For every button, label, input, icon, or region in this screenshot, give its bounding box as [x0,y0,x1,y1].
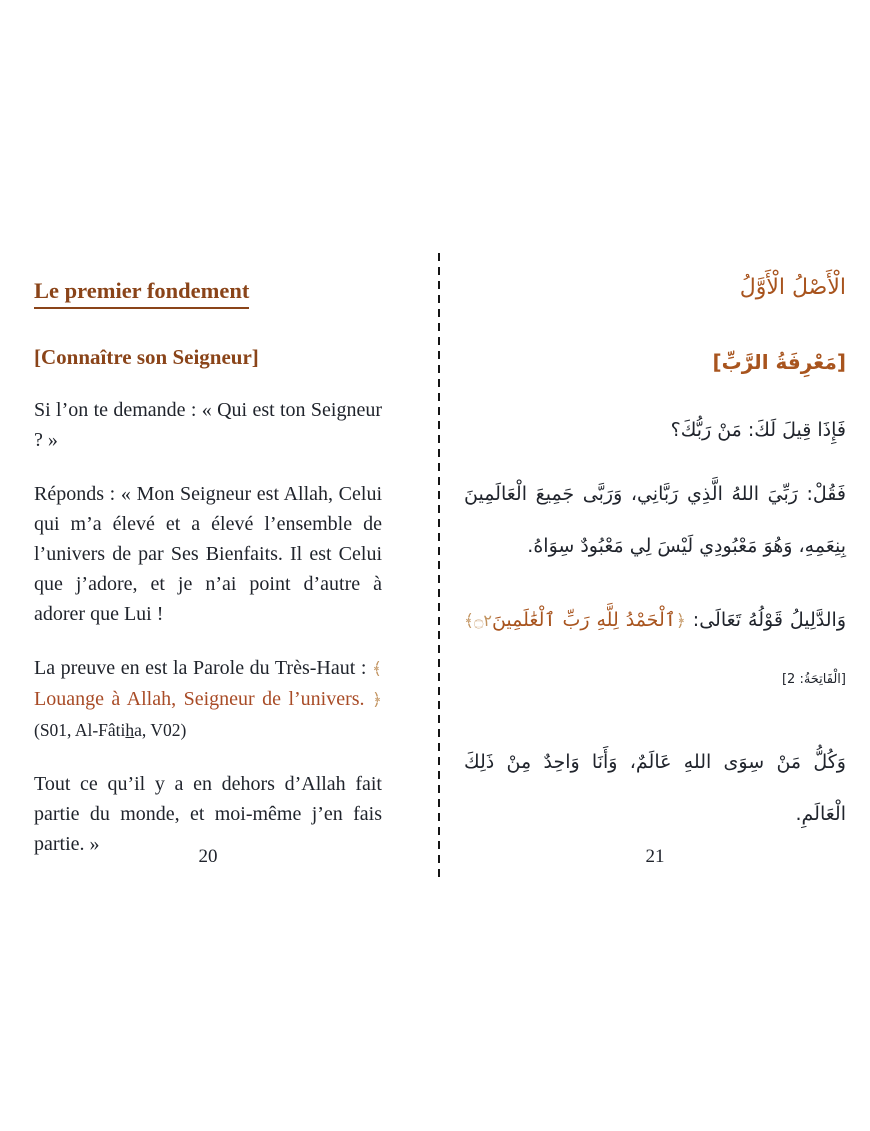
paragraph-conclusion-arabic: وَكُلُّ مَنْ سِوَى اللهِ عَالَمٌ، وَأَنَا وَاحِدٌ مِنْ ذَلِكَ الْعَالَمِ. [464,751,846,825]
right-page-subtitle: [مَعْرِفَةُ الرَّبِّ] [712,350,846,374]
paragraph-answer-arabic: فَقُلْ: رَبِّيَ اللهُ الَّذِي رَبَّانِي، وَرَبَّى جَمِيعَ الْعَالَمِينَ بِنِعَمِهِ، وَهُوَ مَعْبُودِي لَيْسَ لِي مَعْبُودٌ سِوَاهُ. [464,483,846,557]
left-page-subtitle: [Connaître son Seigneur] [34,345,259,369]
ornate-open-bracket-icon: ﴿ [675,611,686,631]
ornate-open-bracket-icon: ﴾ [372,659,382,679]
left-page-number: 20 [198,846,218,867]
right-page-arabic [464,268,846,840]
quran-quote-french: Louange à Allah, Seigneur de l’univers. [34,688,373,710]
paragraph-question-arabic: فَإِذَا قِيلَ لَكَ: مَنْ رَبُّكَ؟ [670,419,846,441]
left-page-title [34,278,382,309]
verse-reference-post: a, V02) [134,720,187,740]
verse-reference-arabic: [الْفَاتِحَةُ: 2] [781,672,846,687]
verse-reference-pre: (S01, Al-Fâti [34,720,126,740]
left-page-french [34,278,382,859]
proof-intro-text: La preuve en est la Parole du Très-Haut : [34,657,373,679]
proof-intro-arabic: وَالدَّلِيلُ قَوْلُهُ تَعَالَى: [685,609,847,631]
ornate-close-bracket-icon: ﴿ [372,690,382,710]
paragraph-conclusion: Tout ce qu’il y a en dehors d’Allah fait partie du monde, et moi-même j’en fais partie. » [34,773,382,855]
verse-reference-underlined-letter: h [125,720,135,740]
paragraph-question: Si l’on te demande : « Qui est ton Seigneur ? » [34,399,382,451]
right-page-number: 21 [645,846,665,867]
ornate-close-bracket-icon: ﴾ [464,611,474,631]
paragraph-answer: Réponds : « Mon Seigneur est Allah, Celui qui m’a élevé et a élevé l’ensemble de l’univers de par Ses Bienfaits. Il est Celui que j’adore, et je n’ai point d’autre à adorer que Lui ! [34,483,382,625]
ayah-number-ornament-icon: ۝٢ [473,611,492,630]
quran-quote-arabic: ٱلْحَمْدُ لِلَّهِ رَبِّ ٱلْعَٰلَمِينَ [491,609,676,631]
verse-reference [34,720,186,740]
paragraph-proof-arabic [464,592,846,708]
left-page-title-text: Le premier fondement [34,278,249,309]
page-divider-dashed-line [438,253,440,879]
paragraph-proof [34,653,382,745]
right-page-title: الْأَصْلُ الْأَوَّلُ [739,275,846,300]
